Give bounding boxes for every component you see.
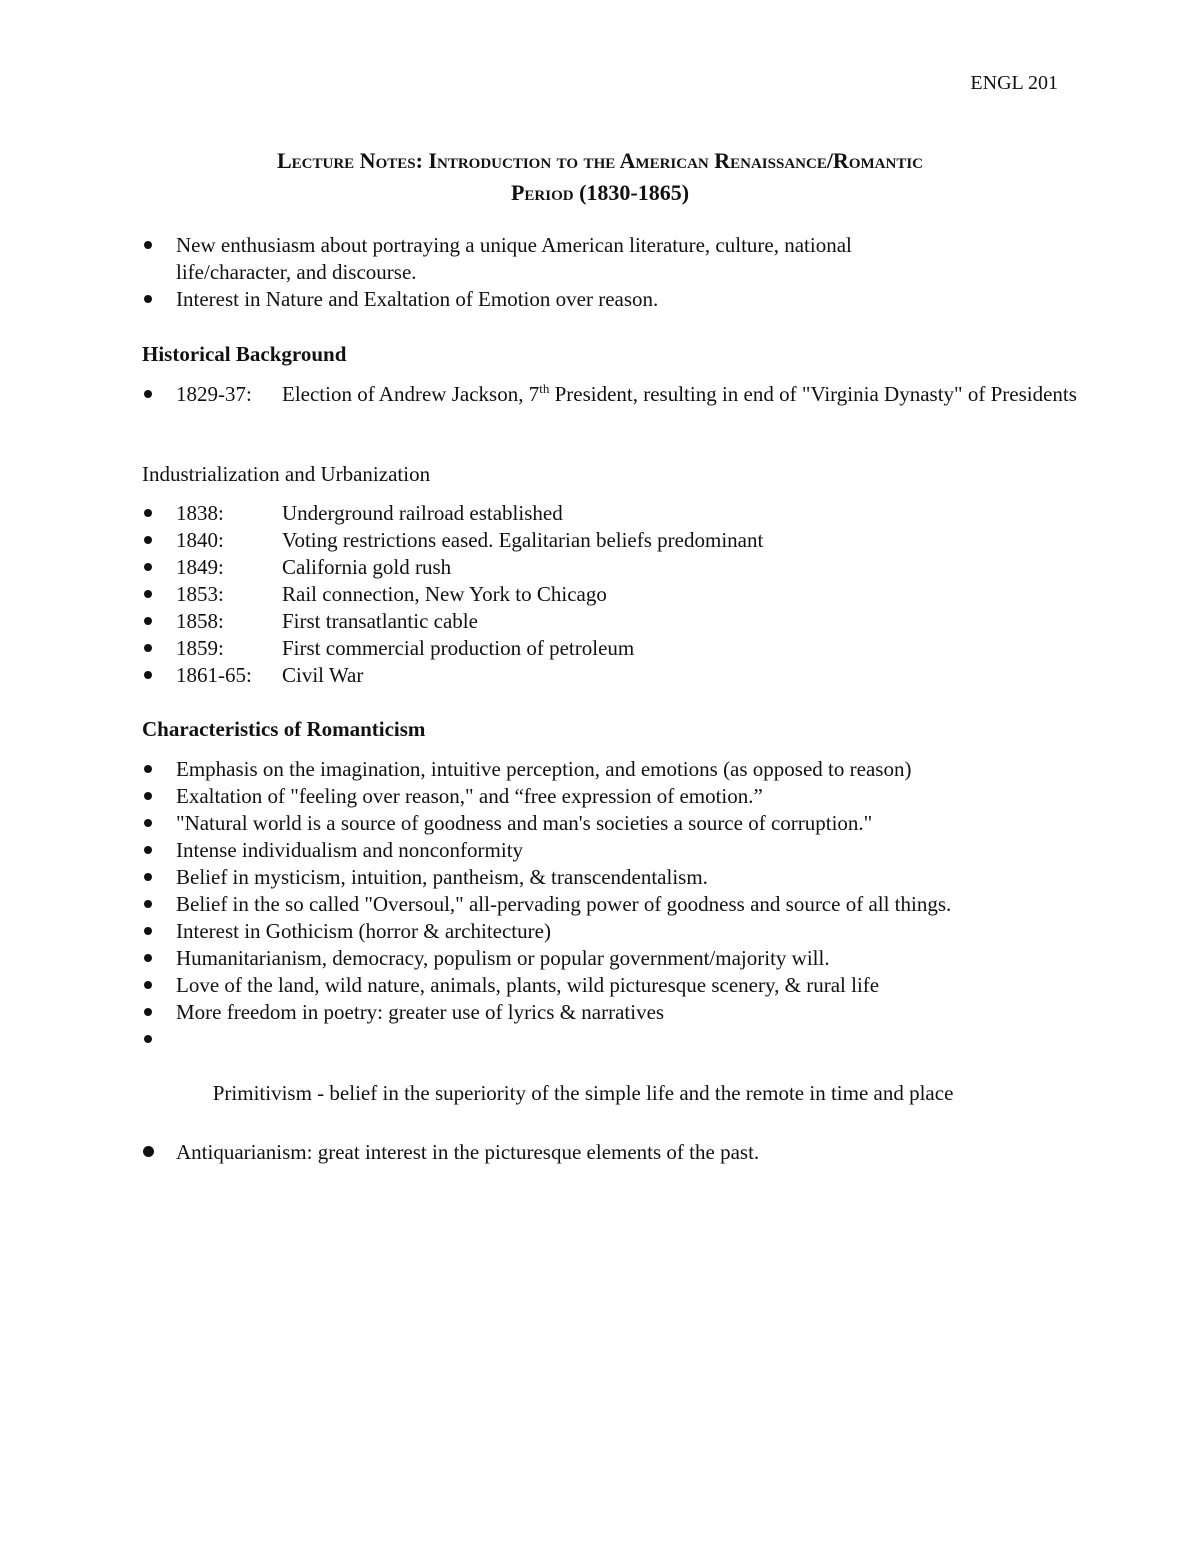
bullet-icon — [144, 590, 152, 598]
bullet-icon — [144, 563, 152, 571]
event-text: First transatlantic cable — [282, 609, 478, 633]
intro-bullet-list — [142, 232, 1082, 313]
list-item — [142, 381, 1082, 408]
year-label: 1861-65: — [176, 663, 252, 687]
characteristic-text: Antiquarianism: great interest in the picturesque elements of the past. — [176, 1140, 760, 1164]
bullet-icon — [144, 644, 152, 652]
bullet-icon — [144, 617, 152, 625]
characteristic-text: Belief in mysticism, intuition, pantheism, & transcendentalism. — [176, 865, 708, 889]
list-item — [142, 999, 1082, 1026]
year-label: 1838: — [176, 501, 224, 525]
characteristic-text: Belief in the so called "Oversoul," all-pervading power of goodness and source of all things. — [176, 892, 952, 916]
year-label: 1853: — [176, 582, 224, 606]
intro-bullet-text: New enthusiasm about portraying a unique American literature, culture, national life/character, and discourse. — [176, 233, 852, 284]
bullet-icon — [144, 241, 152, 249]
ordinal-suffix: th — [539, 381, 550, 396]
year-label: 1858: — [176, 609, 224, 633]
bullet-icon — [144, 792, 152, 800]
list-item — [142, 1139, 1082, 1166]
list-item — [142, 286, 1082, 313]
intro-bullet-text: Interest in Nature and Exaltation of Emotion over reason. — [176, 287, 659, 311]
characteristics-bullet-list — [142, 756, 1082, 1166]
bullet-icon — [144, 873, 152, 881]
list-item — [142, 232, 1082, 286]
industrialization-heading: Industrialization and Urbanization — [142, 462, 431, 486]
bullet-icon — [144, 1008, 152, 1016]
bullet-icon — [144, 509, 152, 517]
characteristic-text: Exaltation of "feeling over reason," and “free expression of emotion.” — [176, 784, 763, 808]
year-label: 1849: — [176, 555, 224, 579]
bullet-icon — [144, 954, 152, 962]
list-item — [142, 972, 1082, 999]
list-item — [142, 662, 1082, 689]
list-item — [142, 608, 1082, 635]
list-item — [142, 783, 1082, 810]
list-item — [142, 837, 1082, 864]
year-label: 1840: — [176, 528, 224, 552]
event-text: Rail connection, New York to Chicago — [282, 582, 607, 606]
industrialization-bullet-list — [142, 500, 1082, 689]
historical-background-heading: Historical Background — [142, 342, 347, 366]
event-text: Civil War — [282, 663, 364, 687]
list-item — [142, 756, 1082, 783]
characteristic-text: "Natural world is a source of goodness and man's societies a source of corruption." — [176, 811, 873, 835]
event-text: Election of Andrew Jackson, 7 — [282, 382, 540, 406]
list-item — [142, 1026, 1082, 1134]
bullet-icon — [144, 390, 152, 398]
characteristic-text: More freedom in poetry: greater use of lyrics & narratives — [176, 1000, 665, 1024]
bullet-icon — [144, 846, 152, 854]
list-item — [142, 581, 1082, 608]
list-item — [142, 945, 1082, 972]
historical-bullet-list — [142, 381, 1082, 408]
list-item — [142, 500, 1082, 527]
event-text: California gold rush — [282, 555, 452, 579]
page-title — [142, 145, 1058, 209]
list-item — [142, 635, 1082, 662]
event-text: Underground railroad established — [282, 501, 563, 525]
title-line-1: Lecture Notes: Introduction to the American Renaissance/Romantic — [277, 148, 923, 173]
bullet-icon — [144, 981, 152, 989]
bullet-icon — [144, 900, 152, 908]
characteristic-text: Emphasis on the imagination, intuitive perception, and emotions (as opposed to reason) — [176, 757, 912, 781]
characteristic-text: Love of the land, wild nature, animals, plants, wild picturesque scenery, & rural life — [176, 973, 880, 997]
list-item — [142, 891, 1082, 918]
event-text: First commercial production of petroleum — [282, 636, 635, 660]
bullet-icon — [144, 295, 152, 303]
bullet-icon — [144, 819, 152, 827]
bullet-icon — [144, 671, 152, 679]
bullet-icon — [144, 1035, 152, 1043]
bullet-icon — [143, 1146, 154, 1157]
year-label: 1859: — [176, 636, 224, 660]
event-text: Voting restrictions eased. Egalitarian beliefs predominant — [282, 528, 764, 552]
list-item — [142, 554, 1082, 581]
course-code: ENGL 201 — [970, 72, 1058, 94]
characteristic-text: Interest in Gothicism (horror & architecture) — [176, 919, 551, 943]
list-item — [142, 864, 1082, 891]
list-item — [142, 810, 1082, 837]
year-label: 1829-37: — [176, 382, 252, 406]
bullet-icon — [144, 927, 152, 935]
characteristic-text: Humanitarianism, democracy, populism or popular government/majority will. — [176, 946, 830, 970]
event-text-continued: President, resulting in end of "Virginia Dynasty" of Presidents — [549, 382, 1077, 406]
list-item — [142, 527, 1082, 554]
characteristics-heading: Characteristics of Romanticism — [142, 717, 426, 741]
characteristic-text: Intense individualism and nonconformity — [176, 838, 524, 862]
characteristic-text: Primitivism - belief in the superiority of the simple life and the remote in time and place — [207, 1081, 954, 1105]
title-line-2: Period (1830-1865) — [510, 180, 690, 205]
bullet-icon — [144, 765, 152, 773]
list-item — [142, 918, 1082, 945]
bullet-icon — [144, 536, 152, 544]
